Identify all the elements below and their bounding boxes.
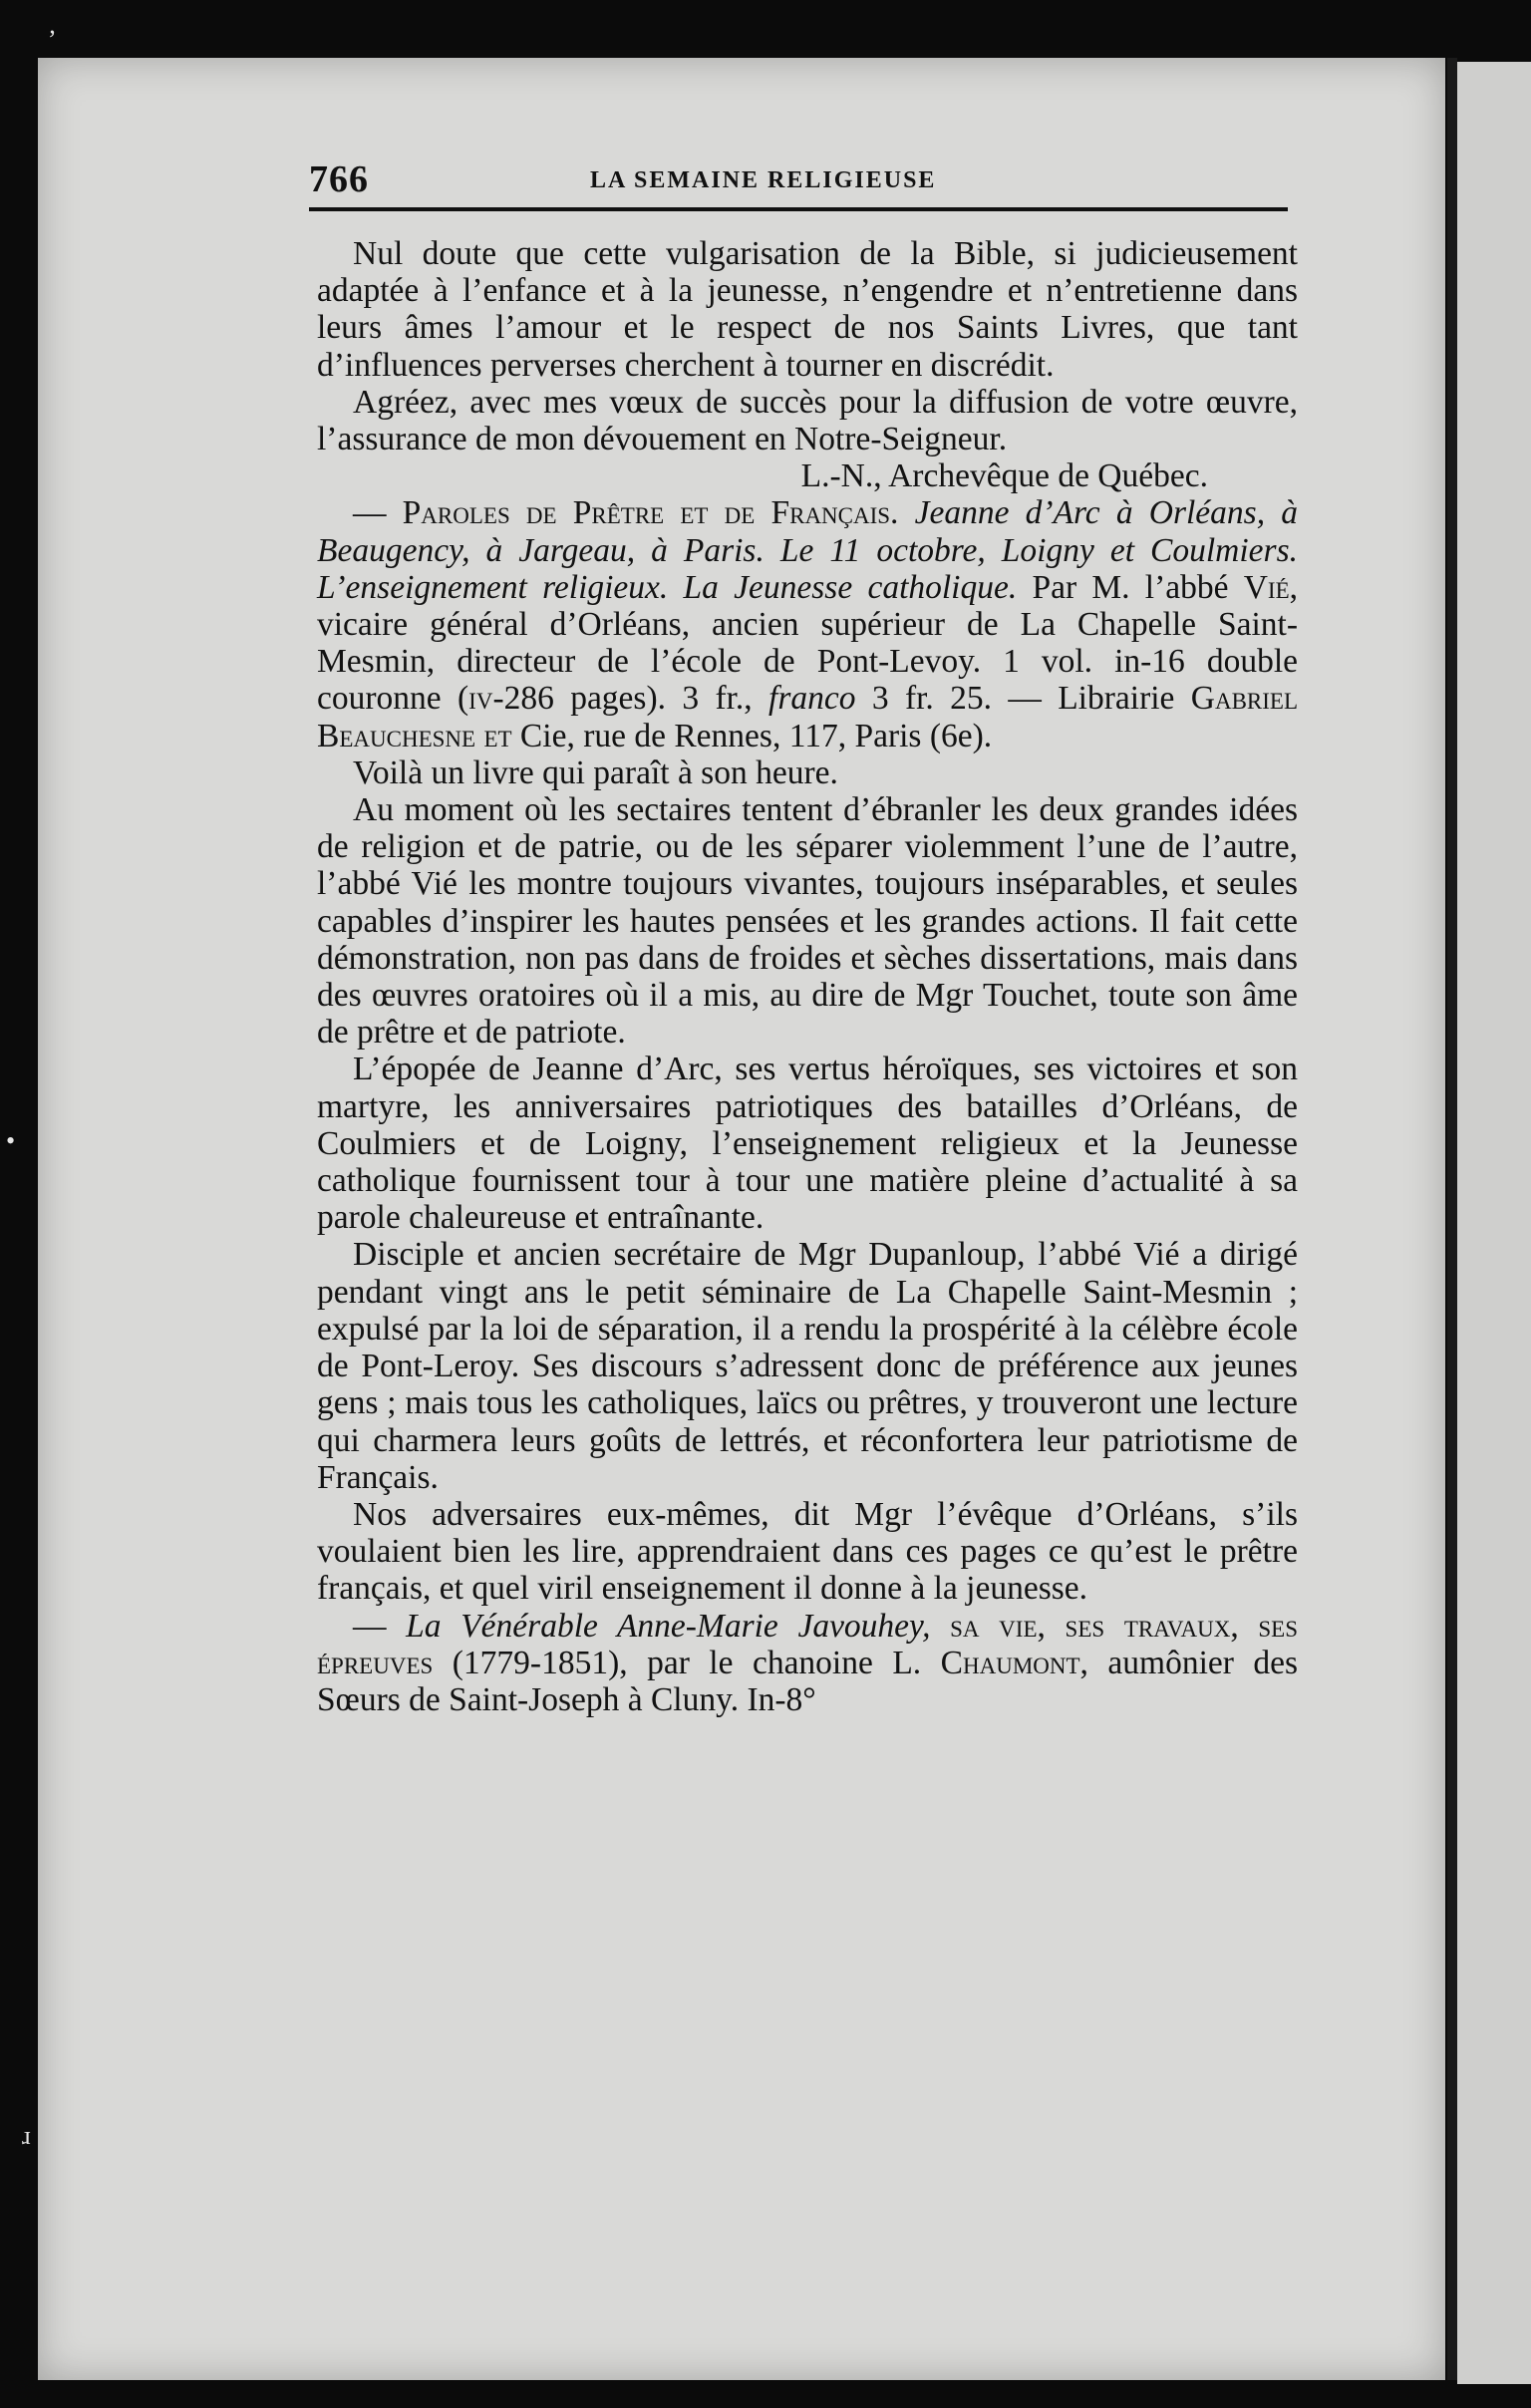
author-prefix: Par M. l’abbé xyxy=(1032,568,1229,606)
book-title-italic: La Vénérable Anne-Marie Javouhey, xyxy=(406,1607,931,1645)
em-dash: — xyxy=(353,1607,387,1645)
scan-speck: ‚ xyxy=(48,10,57,39)
scan-speck: ɹ xyxy=(22,2121,31,2150)
running-title: LA SEMAINE RELIGIEUSE xyxy=(590,167,937,193)
book-review-entry xyxy=(317,1608,1298,1719)
facing-page-strip xyxy=(1457,62,1531,2384)
paragraph: Au moment où les sectaires tentent d’ébranler les deux grandes idées de religion et de patrie, ou de les séparer violemment l’une de l’autre, l’abbé Vié les montre toujours vivantes, toujours inséparables, et seules capables d’inspirer les hautes pensées et les grandes actions. Il fait cette démonstration, non pas dans de froides et sèches dissertations, mais dans des œuvres oratoires où il a mis, au dire de Mgr Touchet, toute son âme de prêtre et de patriote. xyxy=(317,791,1298,1052)
page-header xyxy=(309,157,1288,207)
author-name: L. Chaumont, xyxy=(892,1644,1088,1681)
em-dash: — xyxy=(353,494,387,532)
page-count: -286 pages). 3 fr., xyxy=(492,680,753,718)
price: 3 fr. 25. — Librairie xyxy=(871,680,1175,718)
article-body xyxy=(317,235,1298,1718)
author-details: , vicaire général d’Orléans, ancien supérieur de La Chapelle Saint-Mesmin, directeur de l’école de Pont-Levoy. 1 vol. in-16 double couronne ( xyxy=(317,568,1299,718)
paragraph: Nos adversaires eux-mêmes, dit Mgr l’évêque d’Orléans, s’ils voulaient bien les lire, apprendraient dans ces pages ce qu’est le prêtre français, et quel viril enseignement il donne à la jeunesse. xyxy=(317,1495,1298,1608)
book-subtitle-smallcaps: sa vie, ses travaux, ses épreuves xyxy=(317,1607,1299,1681)
book-review-entry xyxy=(317,494,1298,753)
scan-speck: • xyxy=(6,1126,16,1155)
author-name: Vié xyxy=(1243,568,1290,606)
franco-italic: franco xyxy=(768,680,856,718)
book-subtitle-italic: Jeanne d’Arc à Orléans, à Beaugency, à Jargeau, à Paris. Le 11 octobre, Loigny et Coulmiers. L’enseignement religieux. La Jeunesse catholique. xyxy=(317,494,1298,606)
paragraph: Nul doute que cette vulgarisation de la Bible, si judicieusement adaptée à l’enfance et à la jeunesse, n’engendre et n’entretienne dans leurs âmes l’amour et le respect de nos Saints Livres, que tant d’influences perverses cherchent à tourner en discrédit. xyxy=(317,235,1298,384)
page-number: 766 xyxy=(309,158,369,200)
page-edge-shadow xyxy=(1447,58,1457,2380)
signature: L.-N., Archevêque de Québec. xyxy=(800,457,1208,495)
paragraph: Disciple et ancien secrétaire de Mgr Dupanloup, l’abbé Vié a dirigé pendant vingt ans le petit séminaire de La Chapelle Saint-Mesmin ; expulsé par la loi de séparation, il a rendu la prospérité à la célèbre école de Pont-Leroy. Ses discours s’adressent donc de préférence aux jeunes gens ; mais tous les catholiques, laïcs ou prêtres, y trouveront une lecture qui charmera leurs goûts de lettrés, et réconfortera leur patriotisme de Français. xyxy=(317,1236,1298,1496)
book-years: (1779-1851), par le chanoine xyxy=(452,1644,873,1681)
paragraph: L’épopée de Jeanne d’Arc, ses vertus héroïques, ses victoires et son martyre, les anniversaires patriotiques des batailles d’Orléans, de Coulmiers et de Loigny, l’enseignement religieux et la Jeunesse catholique fournissent tour à tour une matière pleine d’actualité à sa parole chaleureuse et entraînante. xyxy=(317,1051,1298,1237)
publisher-name: Gabriel Beauchesne et xyxy=(317,680,1299,754)
publisher-address: Cie, rue de Rennes, 117, Paris (6e). xyxy=(519,717,993,754)
author-details: aumônier des Sœurs de Saint-Joseph à Cluny. In-8° xyxy=(317,1644,1299,1718)
book-title-smallcaps: Paroles de Prêtre et de Français. xyxy=(402,494,899,532)
header-rule xyxy=(309,207,1288,211)
paragraph: Agréez, avec mes vœux de succès pour la diffusion de votre œuvre, l’assurance de mon dévouement en Notre-Seigneur. xyxy=(317,383,1298,458)
page-count-roman: iv xyxy=(468,680,493,718)
paragraph: Voilà un livre qui paraît à son heure. xyxy=(353,753,838,791)
